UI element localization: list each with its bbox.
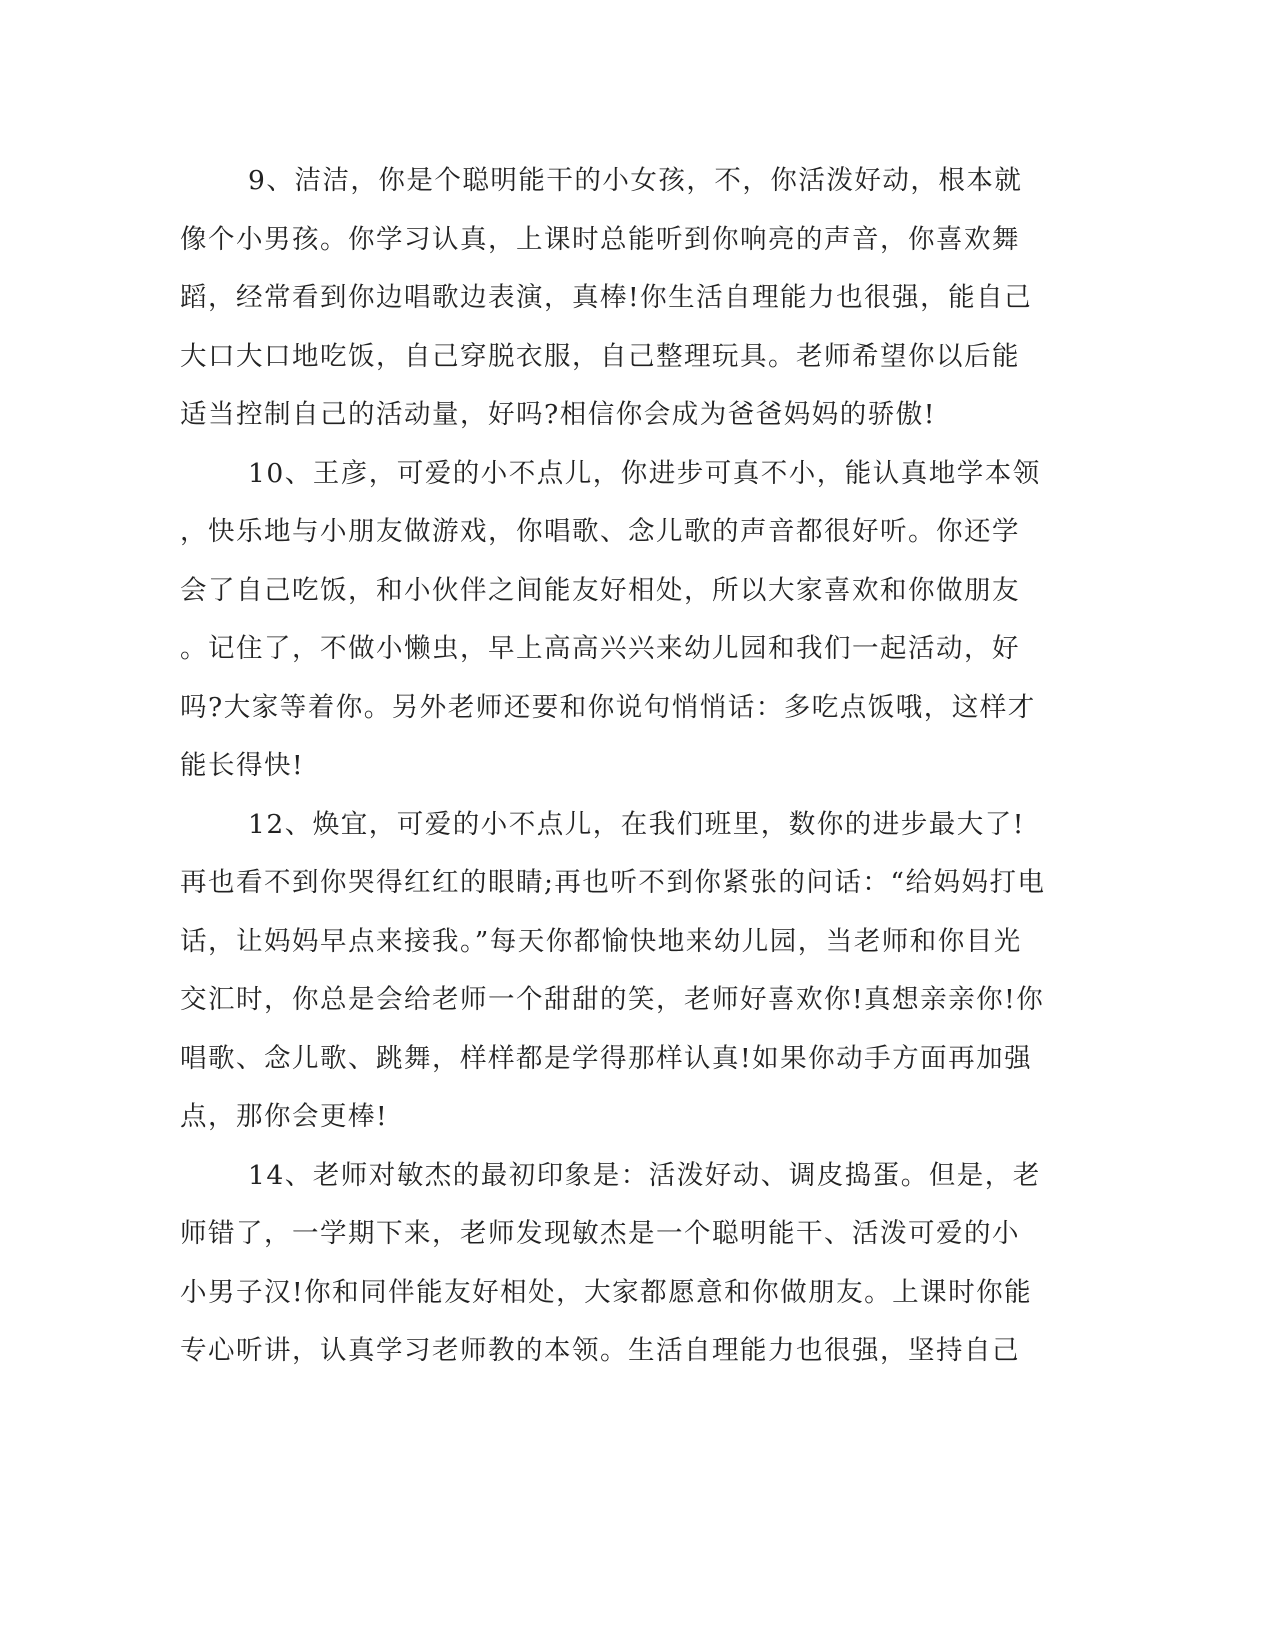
text-line: 。记住了，不做小懒虫，早上高高兴兴来幼儿园和我们一起活动，好: [180, 633, 1020, 664]
text-line: 话，让妈妈早点来接我。”每天你都愉快地来幼儿园，当老师和你目光: [180, 925, 1022, 957]
text-line: 10、王彦，可爱的小不点儿，你进步可真不小，能认真地学本领: [248, 457, 1041, 489]
text-line: 专心听讲，认真学习老师教的本领。生活自理能力也很强，坚持自己: [180, 1335, 1020, 1366]
text-line: 小男子汉!你和同伴能友好相处，大家都愿意和你做朋友。上课时你能: [180, 1276, 1033, 1308]
document-body: [180, 152, 1046, 1381]
text-line: 再也看不到你哭得红红的眼睛;再也听不到你紧张的问话：“给妈妈打电: [180, 867, 1046, 898]
paragraph-14: [180, 1147, 1041, 1381]
text-line: 吗?大家等着你。另外老师还要和你说句悄悄话：多吃点饭哦，这样才: [180, 691, 1036, 723]
paragraph-12: [180, 796, 1046, 1147]
text-line: 交汇时，你总是会给老师一个甜甜的笑，老师好喜欢你!真想亲亲你!你: [180, 984, 1045, 1015]
text-line: 9、洁洁，你是个聪明能干的小女孩，不，你活泼好动，根本就: [248, 165, 1023, 196]
text-line: ，快乐地与小朋友做游戏，你唱歌、念儿歌的声音都很好听。你还学: [180, 516, 1020, 547]
text-line: 适当控制自己的活动量，好吗?相信你会成为爸爸妈妈的骄傲!: [180, 399, 936, 430]
text-line: 点，那你会更棒!: [180, 1101, 389, 1132]
text-line: 像个小男孩。你学习认真，上课时总能听到你响亮的声音，你喜欢舞: [180, 223, 1020, 255]
paragraph-10: [180, 445, 1041, 796]
text-line: 唱歌、念儿歌、跳舞，样样都是学得那样认真!如果你动手方面再加强: [180, 1042, 1033, 1074]
paragraph-9: [180, 152, 1033, 445]
text-line: 能长得快!: [180, 750, 305, 781]
text-line: 14、老师对敏杰的最初印象是：活泼好动、调皮捣蛋。但是，老: [248, 1159, 1041, 1191]
text-line: 会了自己吃饭，和小伙伴之间能友好相处，所以大家喜欢和你做朋友: [180, 574, 1020, 606]
text-line: 师错了，一学期下来，老师发现敏杰是一个聪明能干、活泼可爱的小: [180, 1218, 1020, 1249]
text-line: 蹈，经常看到你边唱歌边表演，真棒!你生活自理能力也很强，能自己: [180, 282, 1033, 313]
text-line: 12、焕宜，可爱的小不点儿，在我们班里，数你的进步最大了!: [248, 808, 1025, 840]
text-line: 大口大口地吃饭，自己穿脱衣服，自己整理玩具。老师希望你以后能: [180, 340, 1020, 372]
